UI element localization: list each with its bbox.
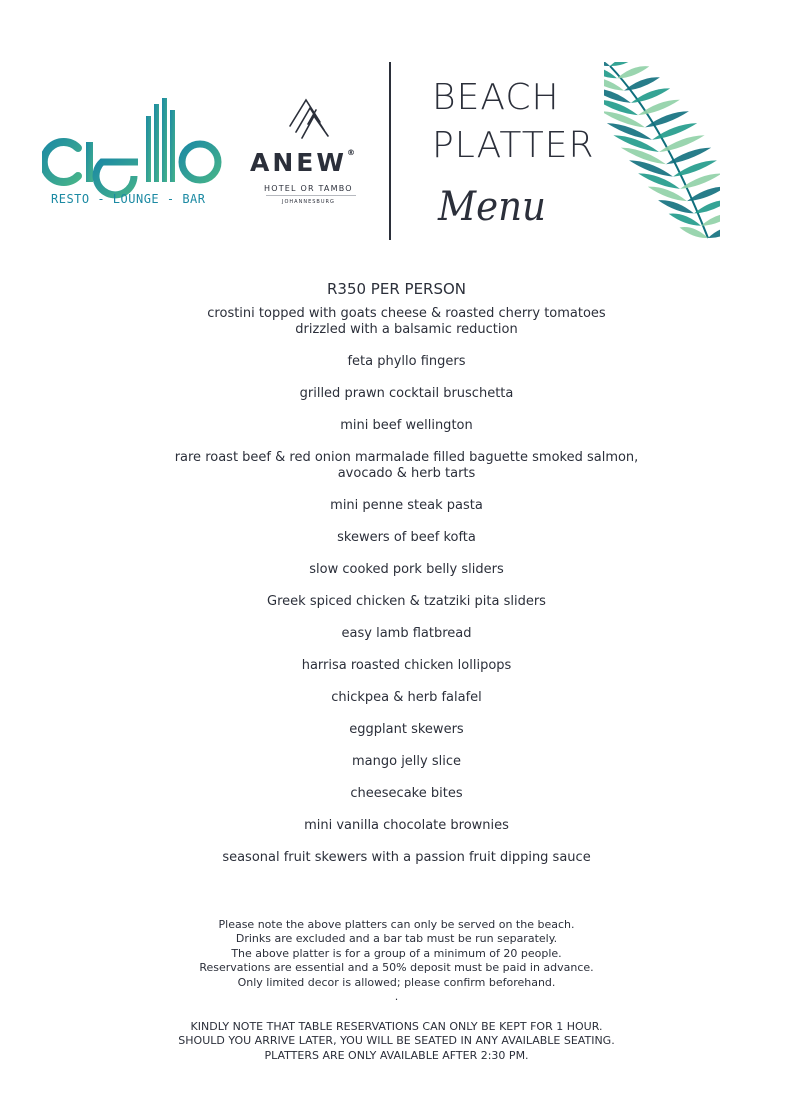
menu-item-line: Greek spiced chicken & tzatziki pita sliders [267,594,546,609]
menu-item-line: mini vanilla chocolate brownies [304,818,509,833]
note-line: Please note the above platters can only be served on the beach. [218,918,575,931]
palm-leaf-icon [604,62,720,242]
menu-item [0,386,793,402]
note-line: The above platter is for a group of a minimum of 20 people. [231,946,562,960]
menu-item-line: mini beef wellington [340,418,473,433]
palm-frond [621,148,666,165]
menu-item [0,418,793,434]
title-beach: BEACH [432,77,560,118]
menu-item-line: skewers of beef kofta [337,530,476,545]
palm-frond [673,160,717,176]
note-line: . [394,990,399,1004]
menu-item [0,626,793,642]
reservation-notice [0,1020,793,1063]
palm-frond [604,88,631,102]
anew-wordmark [250,148,355,177]
anew-chevron-icon [286,96,332,142]
menu-item-line: slow cooked pork belly sliders [309,562,504,577]
menu-item [0,786,793,802]
anew-subtitle: HOTEL OR TAMBO [264,184,353,193]
note-line: Drinks are excluded and a bar tab must be run separately. [235,932,558,946]
palm-frond [624,77,660,90]
palm-frond [648,187,687,201]
palm-frond [658,200,694,213]
title-platter: PLATTER [432,125,595,166]
palm-frond [610,62,639,66]
palm-frond [617,66,649,78]
palm-frond [708,227,720,238]
menu-item [0,818,793,834]
palm-frond [613,135,659,152]
menu-item [0,498,793,514]
palm-frond [701,214,720,226]
menu-item [0,530,793,546]
menu-item-line: easy lamb flatbread [341,626,472,641]
ciello-tagline: RESTO - LOUNGE - BAR [51,192,206,206]
palm-frond [629,160,673,176]
menu-item-line: mini penne steak pasta [330,498,483,513]
palm-frond [694,200,720,213]
palm-frond [607,123,652,140]
menu-item-line: rare roast beef & red onion marmalade filled baguette smoked salmon, [174,450,639,465]
header-divider [389,62,391,240]
menu-item-line: grilled prawn cocktail bruschetta [299,386,514,401]
palm-frond [669,214,701,226]
menu-script-word [436,168,556,248]
palm-frond [680,173,720,188]
platter-notes [0,918,793,1004]
menu-item [0,754,793,770]
anew-rule [266,195,356,196]
menu-item [0,722,793,738]
palm-frond [631,88,670,102]
palm-frond [604,62,610,66]
menu-item-line: feta phyllo fingers [347,354,466,369]
ciello-logo [42,96,224,206]
anew-logo [248,96,378,216]
menu-item-line: cheesecake bites [350,786,463,801]
anew-name: ANEW [250,148,347,177]
menu-item [0,594,793,610]
notice-line: KINDLY NOTE THAT TABLE RESERVATIONS CAN ONLY BE KEPT FOR 1 HOUR. [190,1020,603,1033]
menu-item [0,690,793,706]
menu-item [0,850,793,866]
menu-item-line: seasonal fruit skewers with a passion fruit dipping sauce [222,850,591,865]
anew-location: JOHANNESBURG [282,199,335,205]
menu-item-line: drizzled with a balsamic reduction [295,322,518,337]
menu-script-text: Menu [437,184,546,230]
notice-line: SHOULD YOU ARRIVE LATER, YOU WILL BE SEATED IN ANY AVAILABLE SEATING. [178,1034,615,1048]
menu-item [0,658,793,674]
menu-item-line: harrisa roasted chicken lollipops [301,658,512,673]
menu-item-line: chickpea & herb falafel [331,690,482,705]
menu-item-line: eggplant skewers [349,722,464,737]
menu-item-list [0,306,793,882]
note-line: Reservations are essential and a 50% deposit must be paid in advance. [199,961,594,975]
menu-item-line: mango jelly slice [351,754,461,769]
menu-item [0,354,793,370]
note-line: Only limited decor is allowed; please confirm beforehand. [237,975,556,989]
menu-item [0,450,793,482]
notice-line: PLATTERS ARE ONLY AVAILABLE AFTER 2:30 PM. [264,1048,529,1062]
palm-frond [638,173,680,188]
menu-item [0,306,793,338]
palm-frond [638,100,680,115]
menu-item-line: crostini topped with goats cheese & roasted cherry tomatoes [207,306,606,321]
registered-mark: ® [346,148,355,157]
palm-frond [687,187,720,201]
menu-item [0,562,793,578]
menu-item-line: avocado & herb tarts [337,466,476,481]
price-heading: R350 PER PERSON [326,280,467,298]
